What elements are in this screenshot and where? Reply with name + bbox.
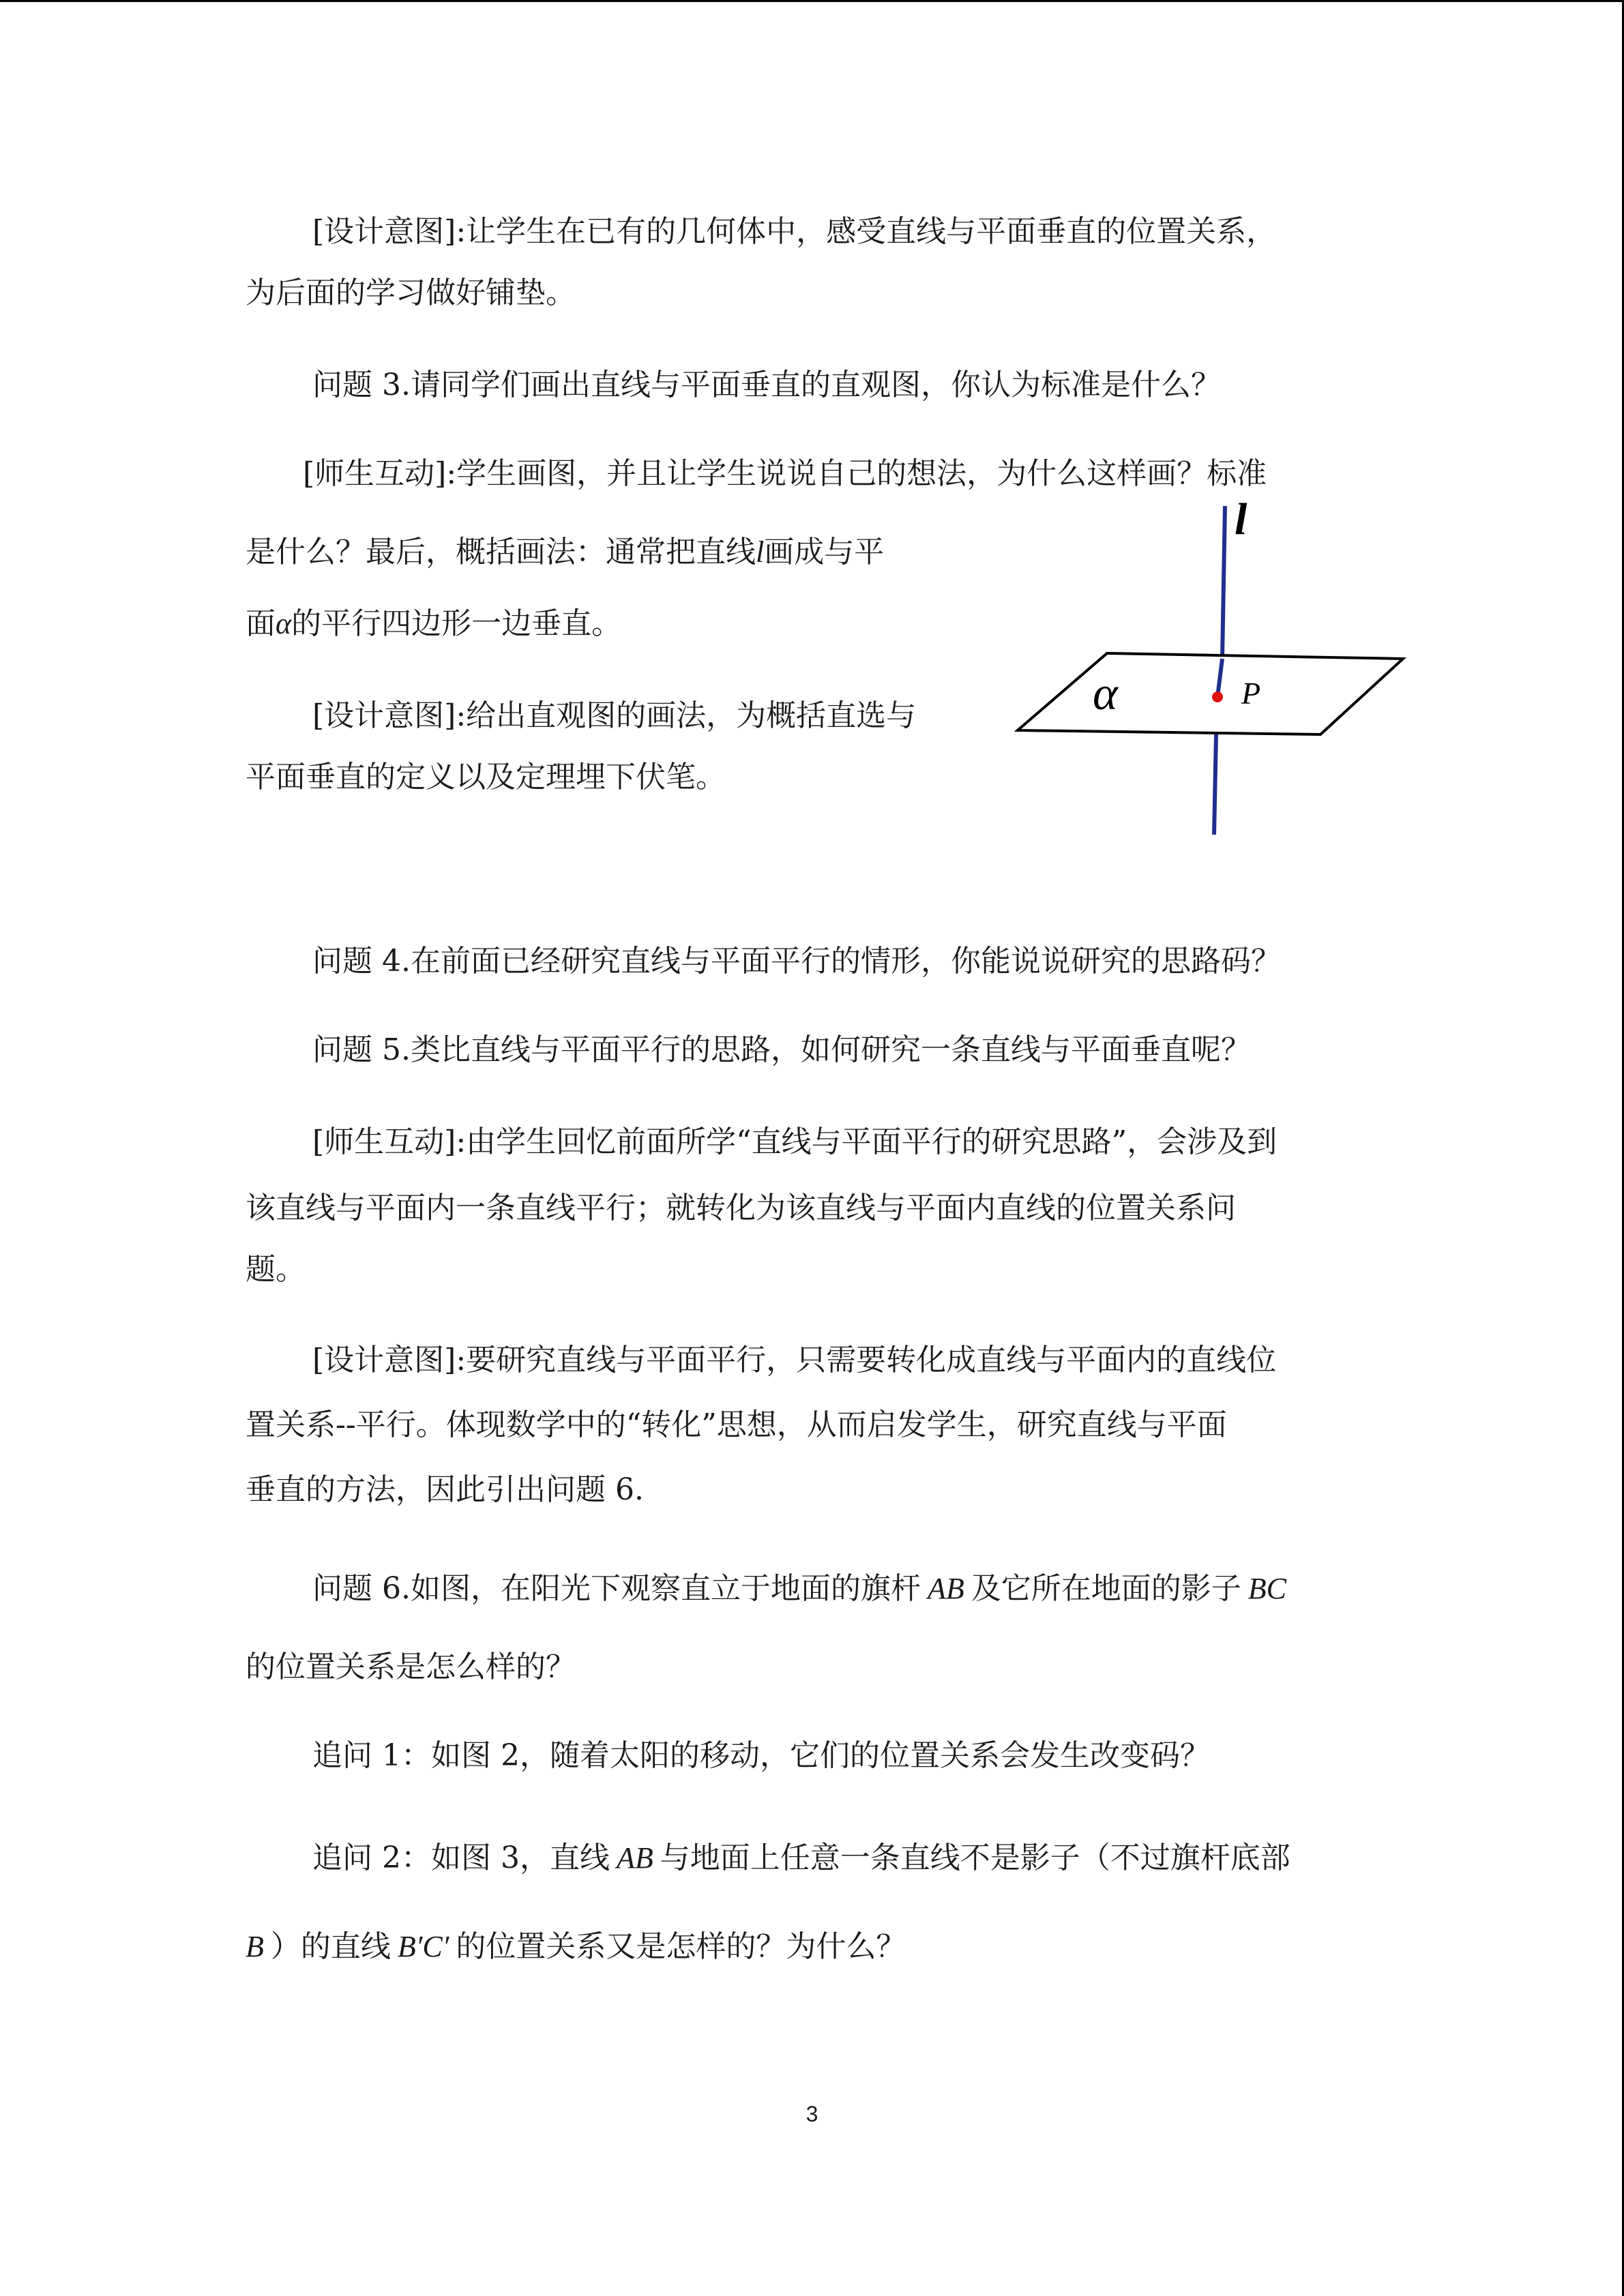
design-intent-1-line-2: 为后面的学习做好铺垫。 (246, 275, 576, 310)
interaction-1-line-2: 是什么？最后，概括画法：通常把直线l画成与平 (246, 535, 885, 569)
label-l: l (1235, 494, 1247, 544)
plane-alpha (1018, 653, 1403, 734)
point-b: B (246, 1930, 264, 1963)
design-intent-1-line-1: [设计意图]:让学生在已有的几何体中，感受直线与平面垂直的位置关系， (312, 214, 1277, 249)
interaction-2-line-2: 该直线与平面内一条直线平行；就转化为该直线与平面内直线的位置关系问 (246, 1191, 1236, 1225)
plane-variable-alpha: α (276, 607, 292, 640)
line-l-upper (1222, 506, 1225, 659)
interaction-1-line-3: 面α的平行四边形一边垂直。 (246, 606, 622, 641)
follow-up-2-line-1: 追问 2：如图 3，直线 AB 与地面上任意一条直线不是影子（不过旗杆底部 (312, 1840, 1290, 1875)
line-plane-perpendicular-figure (1009, 494, 1419, 852)
design-intent-3-line-2: 置关系--平行。体现数学中的“转化”思想，从而启发学生，研究直线与平面 (246, 1407, 1227, 1442)
page-number: 3 (806, 2102, 818, 2126)
interaction-2-line-3: 题。 (246, 1252, 306, 1287)
question-5: 问题 5.类比直线与平面平行的思路，如何研究一条直线与平面垂直呢？ (312, 1032, 1251, 1067)
design-intent-2-line-1: [设计意图]:给出直观图的画法，为概括直选与 (312, 698, 917, 733)
design-intent-3-line-3: 垂直的方法，因此引出问题 6. (246, 1472, 644, 1507)
question-4: 问题 4.在前面已经研究直线与平面平行的情形，你能说说研究的思路码？ (312, 944, 1281, 979)
segment-ab: AB (927, 1572, 964, 1605)
follow-up-2-line-2: B ）的直线 B′C′ 的位置关系又是怎样的？为什么？ (246, 1929, 906, 1964)
label-p: P (1241, 676, 1261, 711)
page-top-border (0, 0, 1624, 2)
segment-ab-2: AB (616, 1841, 653, 1875)
segment-bc: BC (1247, 1572, 1286, 1605)
question-6-line-1: 问题 6.如图，在阳光下观察直立于地面的旗杆 AB 及它所在地面的影子 BC (312, 1571, 1286, 1606)
line-variable-l: l (756, 535, 765, 569)
question-6-line-2: 的位置关系是怎么样的？ (246, 1650, 576, 1684)
label-alpha: α (1093, 668, 1118, 720)
line-l-lower (1214, 734, 1216, 835)
design-intent-2-line-2: 平面垂直的定义以及定理埋下伏笔。 (246, 760, 726, 794)
question-3: 问题 3.请同学们画出直线与平面垂直的直观图，你认为标准是什么？ (312, 368, 1221, 402)
interaction-1-line-1: [师生互动]:学生画图，并且让学生说说自己的想法，为什么这样画？标准 (303, 456, 1267, 491)
figure-svg (1009, 498, 1419, 852)
point-p (1212, 691, 1223, 702)
design-intent-3-line-1: [设计意图]:要研究直线与平面平行，只需要转化成直线与平面内的直线位 (312, 1343, 1277, 1377)
segment-b-prime-c-prime: B′C′ (397, 1930, 449, 1963)
follow-up-1: 追问 1：如图 2，随着太阳的移动，它们的位置关系会发生改变码？ (312, 1738, 1210, 1773)
interaction-2-line-1: [师生互动]:由学生回忆前面所学“直线与平面平行的研究思路”，会涉及到 (312, 1124, 1278, 1159)
